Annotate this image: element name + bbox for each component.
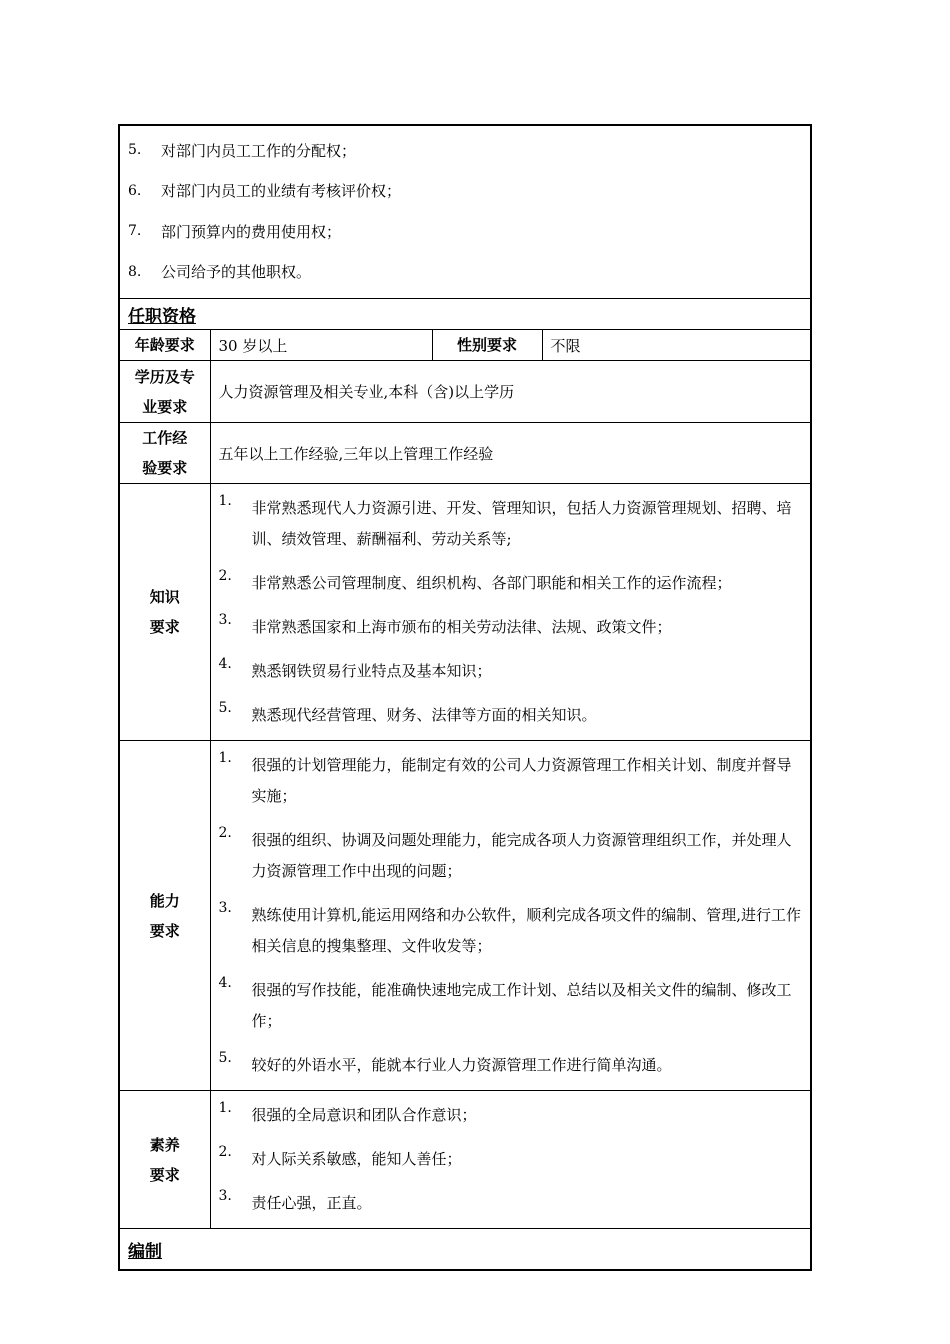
section-title-compile: 编制 xyxy=(120,1229,810,1270)
experience-label xyxy=(120,423,210,484)
item-number: 5. xyxy=(128,142,142,159)
item-number: 5. xyxy=(218,1050,232,1066)
item-number: 2. xyxy=(218,1144,232,1160)
ability-label xyxy=(120,741,210,1091)
compile-title-row xyxy=(120,1229,810,1270)
item-number: 2. xyxy=(218,568,232,584)
item-text: 很强的全局意识和团队合作意识； xyxy=(251,1106,477,1124)
job-description-document xyxy=(118,124,812,1271)
item-text: 部门预算内的费用使用权； xyxy=(161,222,342,241)
knowledge-label xyxy=(120,484,210,741)
item-number: 6. xyxy=(128,182,142,199)
quality-label-line1: 素养 xyxy=(149,1135,180,1154)
item-text: 较好的外语水平，能就本行业人力资源管理工作进行简单沟通。 xyxy=(251,1056,672,1074)
item-number: 2. xyxy=(218,825,232,841)
ability-list xyxy=(210,741,810,1091)
qualifications-title-row xyxy=(120,299,810,330)
ability-label-line2: 要求 xyxy=(149,921,180,940)
item-text: 对部门内员工工作的分配权； xyxy=(161,141,357,160)
knowledge-label-line2: 要求 xyxy=(149,618,180,636)
item-text: 对部门内员工的业绩有考核评价权； xyxy=(161,182,402,201)
age-value: 30 岁以上 xyxy=(210,330,432,361)
item-number: 1. xyxy=(218,1100,232,1116)
item-number: 4. xyxy=(218,656,232,672)
item-text: 非常熟悉国家和上海市颁布的相关劳动法律、法规、政策文件； xyxy=(251,618,672,636)
item-text: 责任心强，正直。 xyxy=(251,1194,372,1212)
list-item xyxy=(219,822,805,890)
list-item xyxy=(219,697,805,734)
item-text: 很强的写作技能，能准确快速地完成工作计划、总结以及相关文件的编制、修改工作； xyxy=(251,981,792,1030)
item-number: 3. xyxy=(218,900,232,916)
quality-label xyxy=(120,1091,210,1229)
section-title-qualifications: 任职资格 xyxy=(120,299,810,330)
powers-row xyxy=(120,126,810,299)
ability-label-line1: 能力 xyxy=(149,891,180,910)
age-gender-row xyxy=(120,330,810,361)
experience-row xyxy=(120,423,810,484)
item-text: 对人际关系敏感，能知人善任； xyxy=(251,1150,462,1168)
knowledge-list xyxy=(210,484,810,741)
gender-label: 性别要求 xyxy=(432,330,542,361)
experience-value: 五年以上工作经验,三年以上管理工作经验 xyxy=(210,423,810,484)
experience-label-line2: 验要求 xyxy=(142,459,188,477)
gender-value: 不限 xyxy=(542,330,810,361)
knowledge-row xyxy=(120,484,810,741)
list-item xyxy=(128,211,810,252)
quality-list xyxy=(210,1091,810,1229)
list-item xyxy=(219,1097,805,1134)
item-number: 3. xyxy=(218,612,232,628)
list-item xyxy=(219,490,805,558)
list-item xyxy=(219,747,805,815)
list-item xyxy=(219,653,805,690)
age-label: 年龄要求 xyxy=(120,330,210,361)
item-text: 非常熟悉现代人力资源引进、开发、管理知识，包括人力资源管理规划、招聘、培训、绩效管理、薪酬福利、劳动关系等; xyxy=(251,499,792,548)
item-text: 很强的组织、协调及问题处理能力，能完成各项人力资源管理组织工作，并处理人力资源管理工作中出现的问题； xyxy=(251,831,792,880)
quality-row xyxy=(120,1091,810,1229)
list-item xyxy=(128,130,810,171)
education-value: 人力资源管理及相关专业,本科（含)以上学历 xyxy=(210,361,810,423)
list-item xyxy=(219,1185,805,1222)
item-text: 很强的计划管理能力，能制定有效的公司人力资源管理工作相关计划、制度并督导实施； xyxy=(251,756,792,805)
quality-label-line2: 要求 xyxy=(149,1165,180,1184)
item-number: 3. xyxy=(218,1188,232,1204)
item-text: 熟悉钢铁贸易行业特点及基本知识； xyxy=(251,662,492,680)
item-number: 4. xyxy=(218,975,232,991)
ability-row xyxy=(120,741,810,1091)
item-text: 非常熟悉公司管理制度、组织机构、各部门职能和相关工作的运作流程； xyxy=(251,574,732,592)
item-number: 1. xyxy=(218,493,232,509)
list-item xyxy=(219,609,805,646)
list-item xyxy=(219,972,805,1040)
item-number: 7. xyxy=(128,223,142,240)
list-item xyxy=(219,1141,805,1178)
list-item xyxy=(128,171,810,212)
item-text: 熟练使用计算机,能运用网络和办公软件，顺利完成各项文件的编制、管理,进行工作相关信息的搜集整理、文件收发等； xyxy=(251,906,802,955)
list-item xyxy=(219,897,805,965)
powers-cell xyxy=(120,126,810,299)
education-label-line1: 学历及专 xyxy=(134,367,195,386)
knowledge-label-line1: 知识 xyxy=(149,588,180,606)
item-number: 5. xyxy=(218,700,232,716)
list-item xyxy=(128,252,810,293)
item-text: 公司给予的其他职权。 xyxy=(161,263,312,282)
list-item xyxy=(219,565,805,602)
job-table xyxy=(120,126,810,1269)
list-item xyxy=(219,1047,805,1084)
education-row xyxy=(120,361,810,423)
item-text: 熟悉现代经营管理、财务、法律等方面的相关知识。 xyxy=(251,706,597,724)
education-label xyxy=(120,361,210,423)
item-number: 1. xyxy=(218,750,232,766)
education-label-line2: 业要求 xyxy=(142,397,188,416)
experience-label-line1: 工作经 xyxy=(142,429,188,447)
item-number: 8. xyxy=(128,263,142,280)
